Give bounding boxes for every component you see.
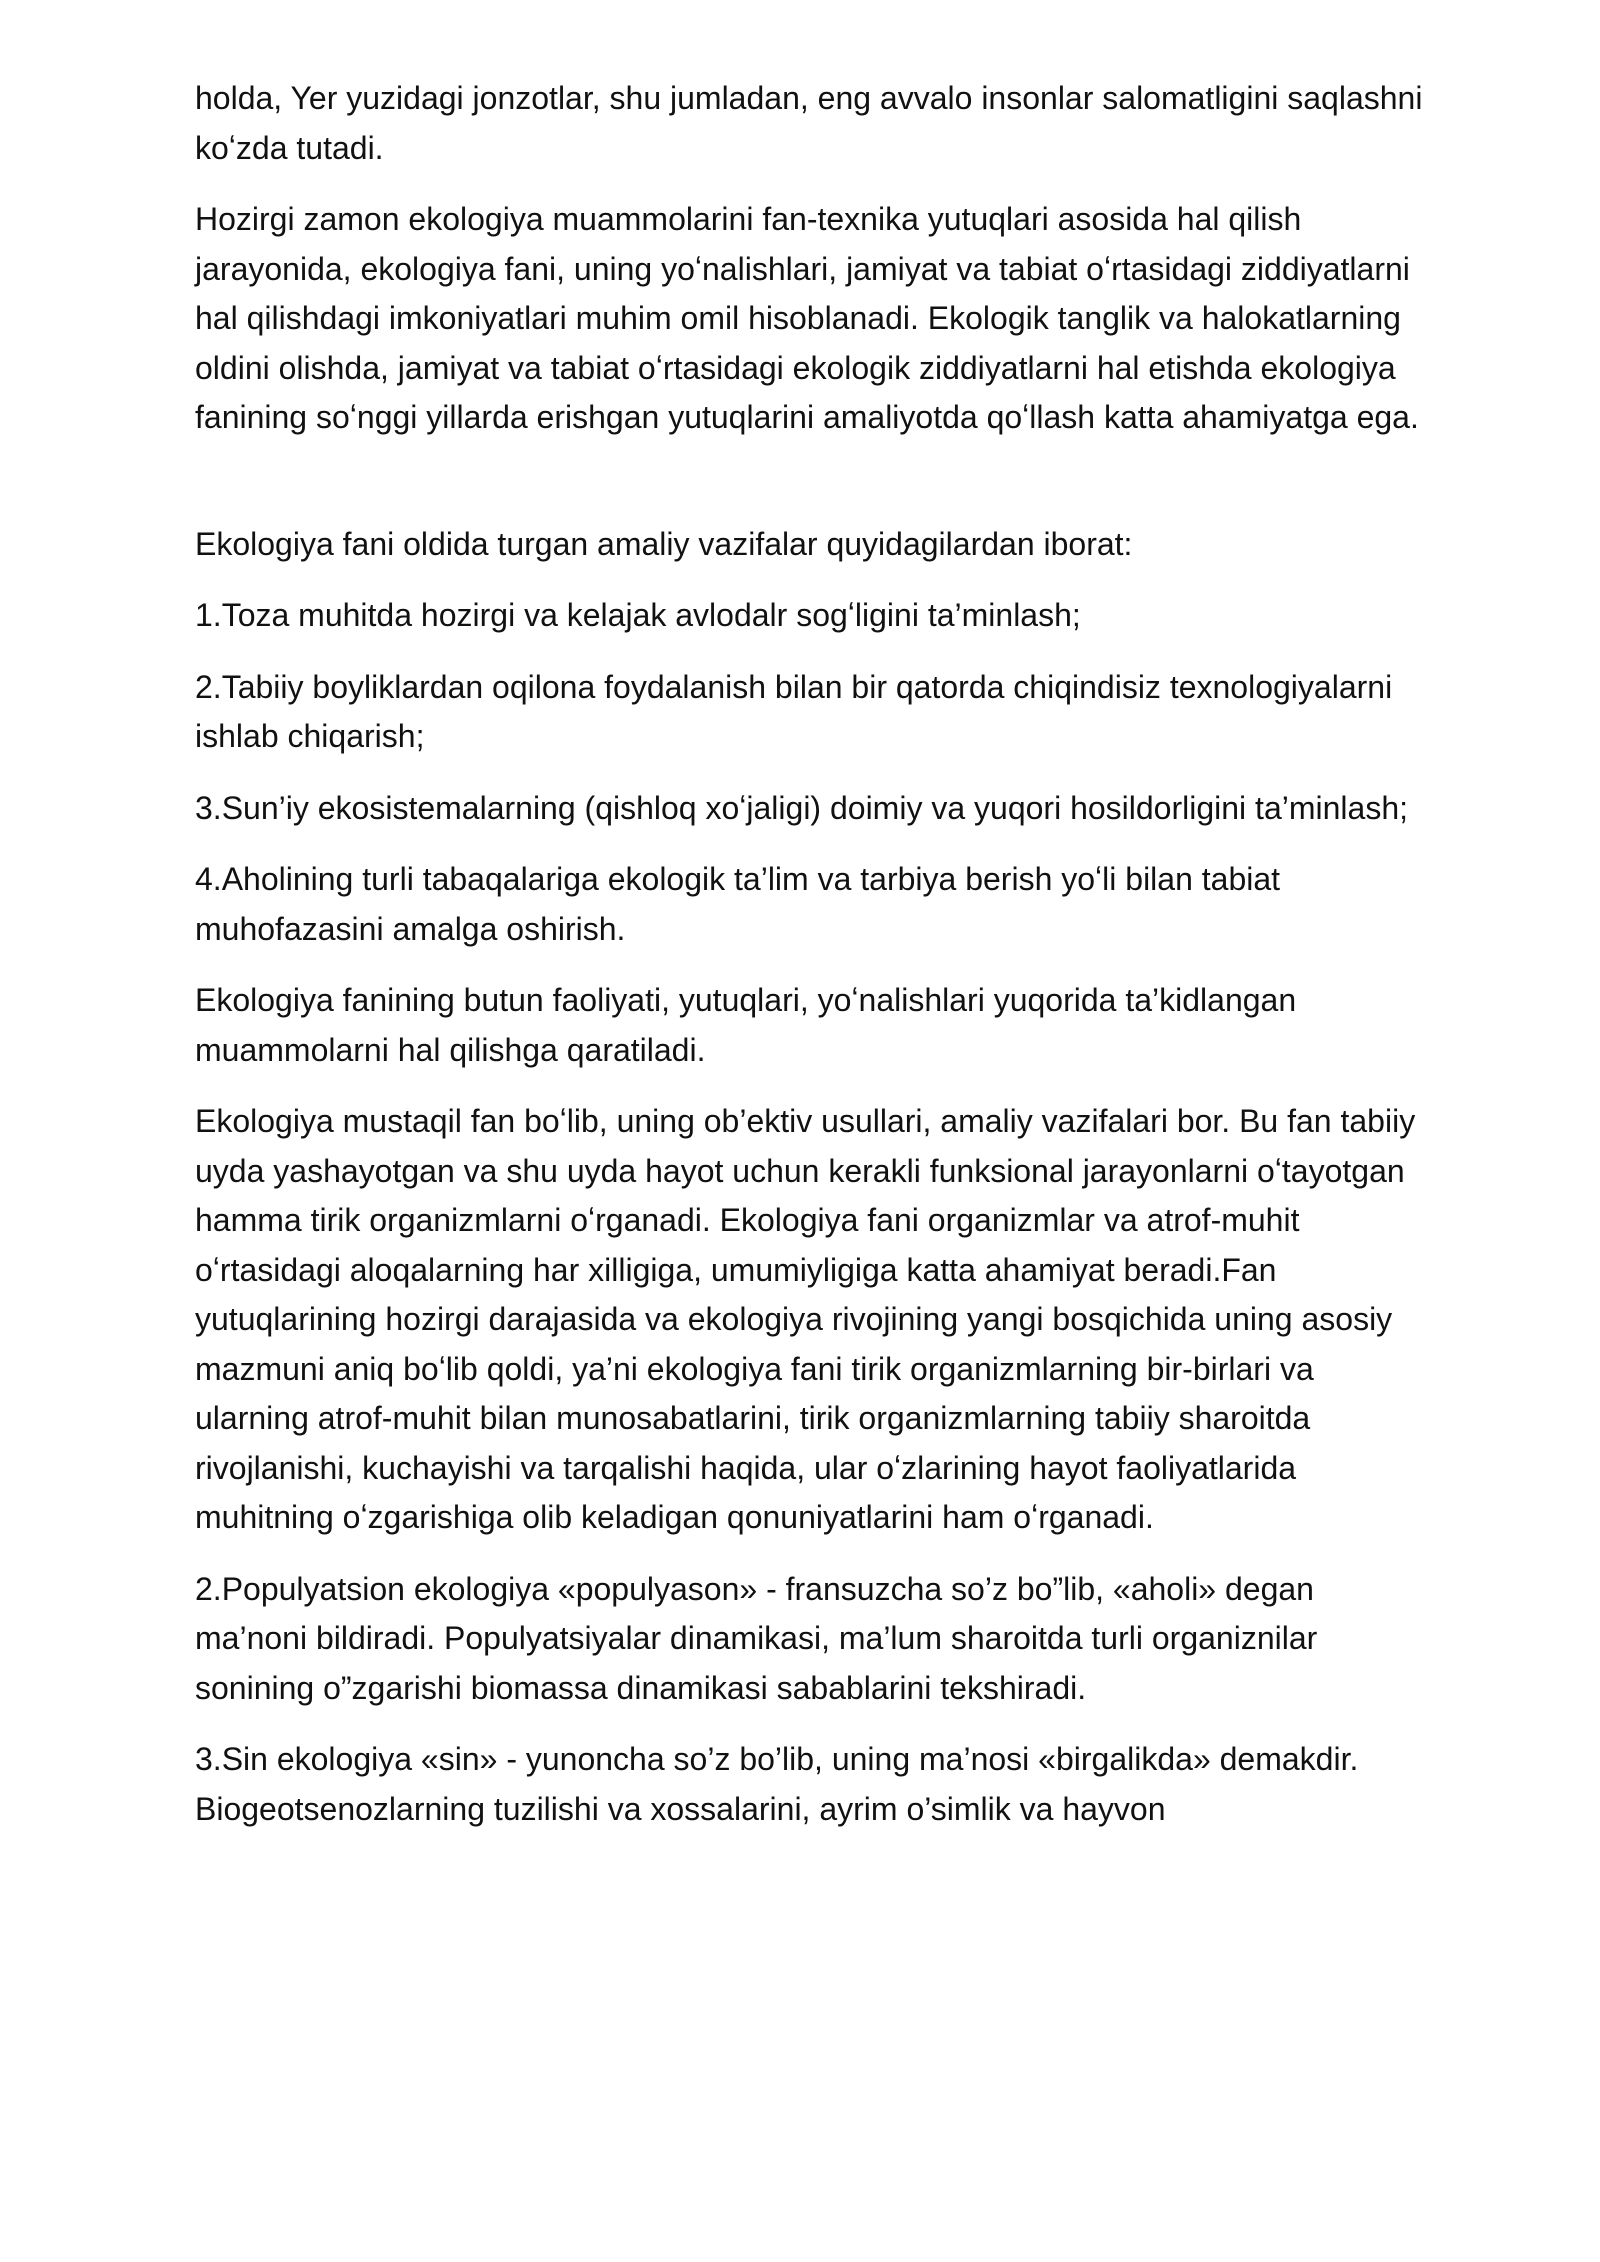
blank-line bbox=[195, 465, 1430, 520]
paragraph-modern-ecology-problems: Hozirgi zamon ekologiya muammolarini fan-texnika yutuqlari asosida hal qilish jarayonida, ekologiya fani, uning yoʻnalishlari, jamiyat va tabiat oʻrtasidagi ziddiyatlarni hal qilishdagi imkoniyatlari muhim omil hisoblanadi. Ekologik tanglik va halokatlarning oldini olishda, jamiyat va tabiat oʻrtasidagi ekologik ziddiyatlarni hal etishda ekologiya fanining soʻnggi yillarda erishgan yutuqlarini amaliyotda qoʻllash katta ahamiyatga ega. bbox=[195, 201, 1419, 435]
paragraph-practical-tasks-intro: Ekologiya fani oldida turgan amaliy vazifalar quyidagilardan iborat: bbox=[195, 525, 1133, 562]
list-item-task-4: 4.Aholining turli tabaqalariga ekologik ta’lim va tarbiya berish yoʻli bilan tabiat muhofazasini amalga oshirish. bbox=[195, 861, 1281, 947]
list-item-task-1: 1.Toza muhitda hozirgi va kelajak avlodalr sogʻligini ta’minlash; bbox=[195, 597, 1081, 633]
paragraph-intro-continuation: holda, Yer yuzidagi jonzotlar, shu jumladan, eng avvalo insonlar salomatligini saqlashni koʻzda tutadi. bbox=[195, 80, 1423, 166]
list-item-task-2: 2.Tabiiy boyliklardan oqilona foydalanish bilan bir qatorda chiqindisiz texnologiyalarni ishlab chiqarish; bbox=[195, 668, 1393, 754]
paragraph-ecology-independent-science: Ekologiya mustaqil fan boʻlib, uning ob’ektiv usullari, amaliy vazifalari bor. Bu fan tabiiy uyda yashayotgan va shu uyda hayot uchun kerakli funksional jarayonlarni oʻtayotgan hamma tirik organizmlarni oʻrganadi. Ekologiya fani organizmlar va atrof-muhit oʻrtasidagi aloqalarning har xilligiga, umumiyligiga katta ahamiyat beradi.Fan yutuqlarining hozirgi darajasida va ekologiya rivojining yangi bosqichida uning asosiy mazmuni aniq boʻlib qoldi, ya’ni ekologiya fani tirik organizmlarning bir-birlari va ularning atrof-muhit bilan munosabatlarini, tirik organizmlarning tabiiy sharoitda rivojlanishi, kuchayishi va tarqalishi haqida, ular oʻzlarining hayot faoliyatlarida muhitning oʻzgarishiga olib keladigan qonuniyatlarini ham oʻrganadi. bbox=[195, 1103, 1416, 1535]
paragraph-ecology-activity: Ekologiya fanining butun faoliyati, yutuqlari, yoʻnalishlari yuqorida ta’kidlangan muammolarni hal qilishga qaratiladi. bbox=[195, 982, 1297, 1068]
list-item-task-3: 3.Sun’iy ekosistemalarning (qishloq xoʻjaligi) doimiy va yuqori hosildorligini ta’minlash; bbox=[195, 789, 1408, 826]
paragraph-synecology: 3.Sin ekologiya «sin» - yunoncha so’z bo’lib, uning ma’nosi «birgalikda» demakdir. Biogeotsenozlarning tuzilishi va xossalarini, ayrim o’simlik va hayvon bbox=[195, 1741, 1359, 1827]
paragraph-population-ecology: 2.Populyatsion ekologiya «populyason» - fransuzcha so’z bo”lib, «aholi» degan ma’noni bildiradi. Populyatsiyalar dinamikasi, ma’lum sharoitda turli organiznilar sonining o”zgarishi biomassa dinamikasi sabablarini tekshiradi. bbox=[195, 1570, 1318, 1706]
document-body bbox=[195, 74, 1430, 1856]
